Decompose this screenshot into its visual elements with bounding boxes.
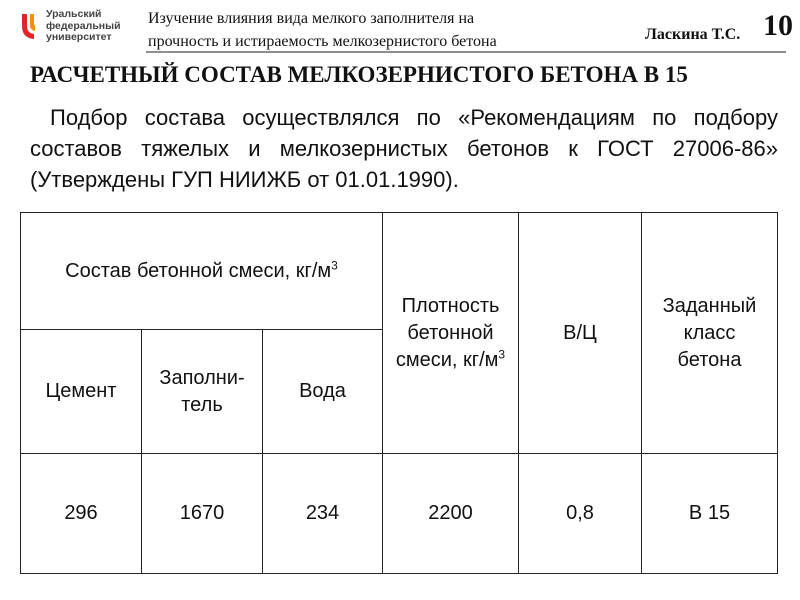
- author-name: Ласкина Т.С.: [645, 26, 741, 43]
- mix-composition-table: [20, 212, 778, 574]
- logo-line: Уральский: [46, 8, 102, 20]
- header-divider: [146, 51, 786, 53]
- table-row: [21, 454, 778, 574]
- unit-superscript: 3: [331, 257, 338, 272]
- presentation-title-line: прочность и истираемость мелкозернистого бетона: [148, 33, 497, 50]
- university-logo: [18, 6, 143, 46]
- table-header-row: [21, 213, 778, 330]
- cement-value: 296: [21, 454, 142, 574]
- water-header: Вода: [263, 330, 383, 454]
- mix-composition-header-text: Состав бетонной смеси, кг/м: [65, 259, 332, 282]
- wc-ratio-header: В/Ц: [519, 213, 642, 454]
- aggregate-value: 1670: [142, 454, 263, 574]
- water-value: 234: [263, 454, 383, 574]
- density-value: 2200: [383, 454, 519, 574]
- page-number: 10: [763, 9, 793, 42]
- cement-header: Цемент: [21, 330, 142, 454]
- body-paragraph: Подбор состава осуществлялся по «Рекомендациям по подбору составов тяжелых и мелкозернистых бетонов к ГОСТ 27006-86» (Утверждены ГУП НИИЖБ от 01.01.1990).: [30, 105, 778, 192]
- logo-line: университет: [46, 31, 112, 43]
- slide-title: РАСЧЕТНЫЙ СОСТАВ МЕЛКОЗЕРНИСТОГО БЕТОНА В 15: [30, 62, 688, 87]
- concrete-class-header: Заданный класс бетона: [642, 213, 778, 454]
- unit-superscript: 3: [498, 346, 506, 361]
- concrete-class-value: В 15: [642, 454, 778, 574]
- presentation-title-line: Изучение влияния вида мелкого заполнителя на: [148, 10, 475, 27]
- density-header-text: Плотность бетонной смеси, кг/м: [395, 294, 500, 371]
- mix-composition-header: [21, 213, 383, 330]
- presentation-title: [148, 7, 618, 53]
- density-header: [383, 213, 519, 454]
- aggregate-header: Заполни- тель: [142, 330, 263, 454]
- logo-line: федеральный: [46, 19, 121, 32]
- wc-ratio-value: 0,8: [519, 454, 642, 574]
- university-logo-text: [46, 9, 121, 44]
